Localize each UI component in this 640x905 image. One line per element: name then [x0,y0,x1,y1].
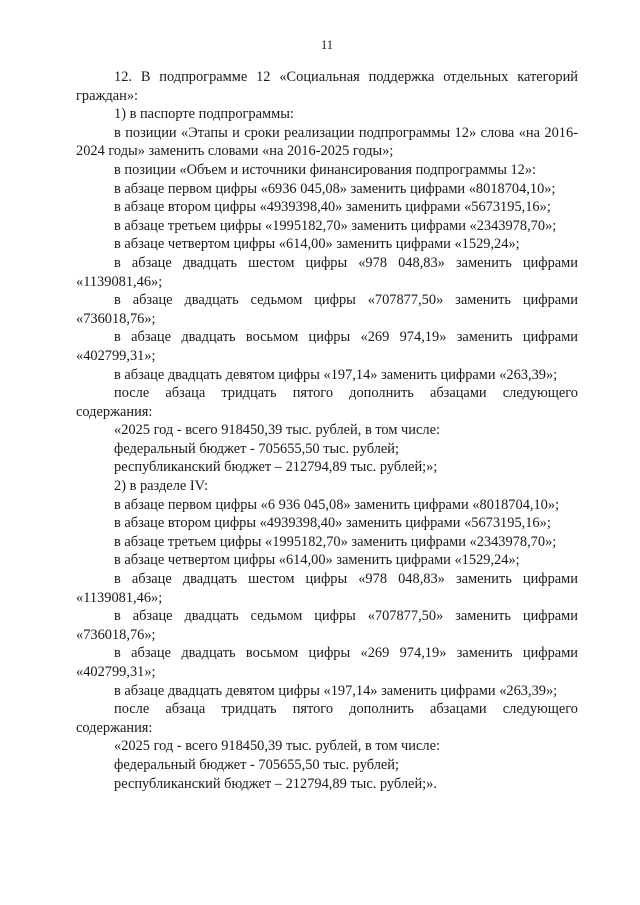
paragraph-quote: федеральный бюджет - 705655,50 тыс. рублей; [114,440,399,457]
page-number: 11 [320,38,334,52]
paragraph: в абзаце двадцать восьмом цифры «269 974,19» заменить цифрами «402799,31»; [76,645,578,680]
paragraph: в абзаце четвертом цифры «614,00» заменить цифрами «1529,24»; [114,236,520,253]
document-body [76,68,578,793]
paragraph: в абзаце двадцать девятом цифры «197,14» заменить цифрами «263,39»; [114,682,558,699]
paragraph-quote: федеральный бюджет - 705655,50 тыс. рублей; [114,756,399,773]
paragraph: в абзаце четвертом цифры «614,00» заменить цифрами «1529,24»; [114,552,520,569]
paragraph: в абзаце первом цифры «6 936 045,08» заменить цифрами «8018704,10»; [114,496,560,513]
paragraph: после абзаца тридцать пятого дополнить абзацами следующего содержания: [76,701,578,736]
paragraph: в позиции «Объем и источники финансирования подпрограммы 12»: [114,161,537,178]
paragraph: в абзаце втором цифры «4939398,40» заменить цифрами «5673195,16»; [114,515,551,532]
paragraph-section-heading: 12. В подпрограмме 12 «Социальная поддержка отдельных категорий граждан»: [76,69,578,104]
paragraph: в абзаце третьем цифры «1995182,70» заменить цифрами «2343978,70»; [114,533,557,550]
paragraph: в абзаце третьем цифры «1995182,70» заменить цифрами «2343978,70»; [114,217,557,234]
paragraph-item-2: 2) в разделе IV: [114,478,208,495]
paragraph: в абзаце двадцать седьмом цифры «707877,50» заменить цифрами «736018,76»; [76,292,578,327]
paragraph-quote: «2025 год - всего 918450,39 тыс. рублей, в том числе: [114,422,440,439]
paragraph-quote: республиканский бюджет – 212794,89 тыс. рублей;»; [114,459,438,476]
paragraph: в абзаце двадцать шестом цифры «978 048,83» заменить цифрами «1139081,46»; [76,254,578,290]
paragraph: в абзаце двадцать девятом цифры «197,14» заменить цифрами «263,39»; [114,366,558,383]
paragraph-quote: республиканский бюджет – 212794,89 тыс. рублей;». [114,775,437,792]
paragraph: в абзаце двадцать шестом цифры «978 048,83» заменить цифрами «1139081,46»; [76,571,578,606]
paragraph: в позиции «Этапы и сроки реализации подпрограммы 12» слова «на 2016-2024 годы» заменить словами «на 2016-2025 годы»; [76,124,578,160]
paragraph: после абзаца тридцать пятого дополнить абзацами следующего содержания: [76,385,578,420]
document-page [76,38,578,793]
paragraph: в абзаце двадцать седьмом цифры «707877,50» заменить цифрами «736018,76»; [76,608,578,643]
paragraph: в абзаце втором цифры «4939398,40» заменить цифрами «5673195,16»; [114,199,551,216]
paragraph-quote: «2025 год - всего 918450,39 тыс. рублей, в том числе: [114,738,440,755]
paragraph: в абзаце двадцать восьмом цифры «269 974,19» заменить цифрами «402799,31»; [76,329,578,364]
paragraph-item-1: 1) в паспорте подпрограммы: [114,106,294,123]
paragraph: в абзаце первом цифры «6936 045,08» заменить цифрами «8018704,10»; [114,180,556,197]
